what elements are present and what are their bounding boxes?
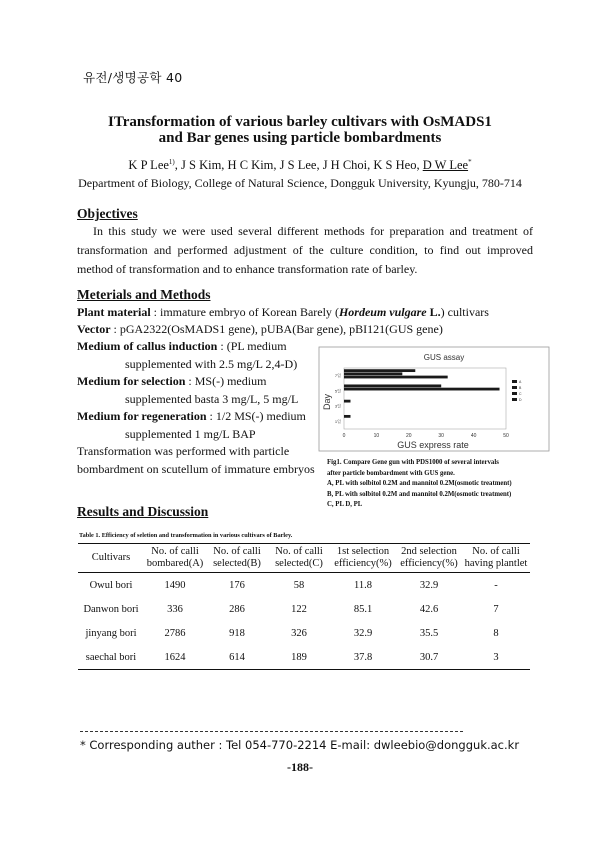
bar (344, 415, 350, 418)
author-rest: , J S Kim, H C Kim, J S Lee, J H Choi, K S Heo, (174, 158, 423, 173)
gus-assay-chart (318, 346, 550, 452)
plant-species-suffix: L. (426, 305, 441, 319)
legend-label: C (519, 392, 522, 396)
table-row (78, 645, 530, 670)
x-tick-label: 50 (503, 433, 509, 439)
footnote-divider (80, 731, 463, 732)
selection-label: Medium for selection (77, 374, 186, 388)
table-cell: 326 (291, 627, 307, 639)
table-cell: 3 (462, 645, 530, 670)
table-cell: 122 (291, 603, 307, 615)
legend-label: B (519, 386, 522, 390)
table-cell: - (494, 579, 498, 591)
title-line-1: ITransformation of various barley cultivars with OsMADS1 (108, 114, 492, 130)
table-cell: 2786 (164, 627, 186, 639)
vector-value: : pGA2322(OsMADS1 gene), pUBA(Bar gene), pBI121(GUS gene) (110, 322, 443, 336)
plant-material-line (77, 304, 547, 322)
col-header: 1st selection efficiency(%) (330, 544, 396, 573)
table-row (78, 573, 530, 598)
callus-label: Medium of callus induction (77, 339, 218, 353)
table-cell: jinyang bori (85, 627, 137, 639)
results-heading: Results and Discussion (77, 504, 209, 519)
corresponding-footnote: * Corresponding auther : Tel 054-770-2214 E-mail: dwleebio@dongguk.ac.kr (80, 738, 520, 752)
figure-caption-line-2: after particle bombardment with GUS gene. (327, 469, 455, 477)
bar (344, 400, 350, 403)
results-table (78, 543, 530, 670)
bar (344, 369, 415, 372)
col-header: No. of calli having plantlet (462, 544, 530, 573)
chart-y-axis-label: Day (322, 393, 332, 411)
author-list (0, 158, 600, 173)
author-first: K P Lee (128, 158, 169, 173)
legend-swatch (512, 392, 517, 395)
col-header: No. of calli bombared(A) (144, 544, 206, 573)
chart-x-axis-label: GUS express rate (397, 440, 469, 450)
selection-medium (77, 373, 337, 408)
regeneration-label: Medium for regeneration (77, 409, 207, 423)
col-header: No. of calli selected(C) (268, 544, 330, 573)
bar (344, 388, 500, 391)
x-tick-label: 40 (470, 433, 477, 439)
table-cell: 614 (206, 645, 268, 670)
paper-title (0, 114, 600, 146)
page-number: -188- (287, 760, 313, 774)
regeneration-value: : 1/2 MS(-) medium (206, 409, 306, 423)
table-row (78, 597, 530, 621)
table-cell: Danwon bori (83, 603, 139, 615)
table-header-row (78, 544, 530, 573)
table-cell: 176 (229, 579, 245, 591)
table-cell: 336 (167, 603, 183, 615)
table-cell: 11.8 (354, 579, 372, 591)
legend-label: A (519, 380, 522, 384)
col-header: Cultivars (78, 544, 144, 573)
vector-line (77, 321, 547, 339)
legend-swatch (512, 380, 517, 383)
legend-swatch (512, 386, 517, 389)
regeneration-medium (77, 408, 337, 443)
figure-caption (327, 458, 552, 511)
y-tick-label: 7일 (334, 373, 341, 379)
x-tick-label: 20 (406, 433, 412, 439)
col-header: No. of calli selected(B) (206, 544, 268, 573)
table-cell: 30.7 (396, 645, 462, 670)
x-tick-label: 0 (342, 433, 346, 439)
figure-caption-line-3: A, PL with solbitol 0.2M and mannitol 0.2M(osmotic treatment) (327, 480, 512, 487)
table-cell: Owul bori (89, 579, 133, 591)
callus-value: : (PL medium (217, 339, 287, 353)
table-cell: 35.5 (419, 627, 439, 639)
legend-label: D (519, 398, 522, 402)
callus-value-2: supplemented with 2.5 mg/L 2,4-D) (125, 356, 298, 371)
table-cell: 8 (493, 627, 499, 639)
col-header: 2nd selection efficiency(%) (396, 544, 462, 573)
table-cell: saechal bori (78, 645, 144, 670)
table-cell: 918 (229, 627, 245, 639)
regeneration-value-2: supplemented 1 mg/L BAP (125, 426, 256, 441)
chart-title: GUS assay (423, 353, 465, 362)
table-cell: 286 (229, 603, 245, 615)
corresponding-author: D W Lee (422, 158, 469, 173)
bar (344, 376, 448, 379)
y-tick-label: 5일 (334, 388, 341, 394)
y-tick-label: 3일 (334, 403, 341, 409)
section-header: 유전/생명공학 40 (83, 70, 183, 85)
methods-heading: Meterials and Methods (77, 287, 211, 302)
table-cell: 32.9 (419, 579, 439, 591)
table-cell: 58 (293, 579, 305, 591)
selection-value: : MS(-) medium (185, 374, 267, 388)
plant-paren: ( (334, 305, 339, 319)
table-cell: 32.9 (353, 627, 373, 639)
table-cell: 7 (493, 603, 499, 615)
table-cell: 42.6 (419, 603, 439, 615)
bar (344, 372, 402, 375)
table-cell: 1490 (164, 579, 186, 591)
plant-material-label: Plant material (77, 305, 151, 319)
plant-species: Hordeum vulgare (338, 305, 427, 319)
transformation-text: Transformation was performed with particle bombardment on scutellum of immature embryos (77, 444, 315, 476)
figure-caption-line-4: B, PL with solbitol 0.2M and mannitol 0.2M(osmotic treatment) (327, 490, 512, 498)
table-cell: 189 (268, 645, 330, 670)
title-line-2: and Bar genes using particle bombardments (158, 130, 442, 146)
vector-label: Vector (77, 322, 111, 336)
x-tick-label: 30 (438, 433, 444, 439)
corresponding-mark: * (468, 158, 472, 166)
y-tick-label: 1일 (334, 418, 341, 424)
table-cell: 85.1 (353, 603, 373, 615)
legend-swatch (512, 398, 517, 401)
objectives-text: In this study we were used several different methods for preparation and treatment of transformation and performed adjustment of the culture condition, to find out improved method of transformation and to enhance transformation rate of barley. (77, 224, 533, 276)
figure-caption-line-1: Fig1. Compare Gene gun with PDS1000 of several intervals (327, 459, 499, 466)
x-tick-label: 10 (373, 433, 380, 439)
selection-value-2: supplemented basta 3 mg/L, 5 mg/L (125, 391, 299, 406)
callus-medium (77, 338, 337, 373)
plant-material-value: : immature embryo of Korean Barely (150, 305, 335, 319)
table-cell: 37.8 (330, 645, 396, 670)
author-footnote-mark: 1) (168, 158, 175, 166)
table-row (78, 621, 530, 645)
table-caption: Table 1. Efficiency of seletion and transformation in various cultivars of Barley. (79, 532, 293, 539)
affiliation: Department of Biology, College of Natural Science, Dongguk University, Kyungju, 780-714 (78, 176, 522, 190)
plant-tail: ) cultivars (440, 305, 489, 319)
table-cell: 1624 (144, 645, 206, 670)
objectives-heading: Objectives (77, 206, 138, 221)
bar (344, 384, 441, 387)
figure-caption-line-5: C, PL D, PL (327, 501, 363, 508)
